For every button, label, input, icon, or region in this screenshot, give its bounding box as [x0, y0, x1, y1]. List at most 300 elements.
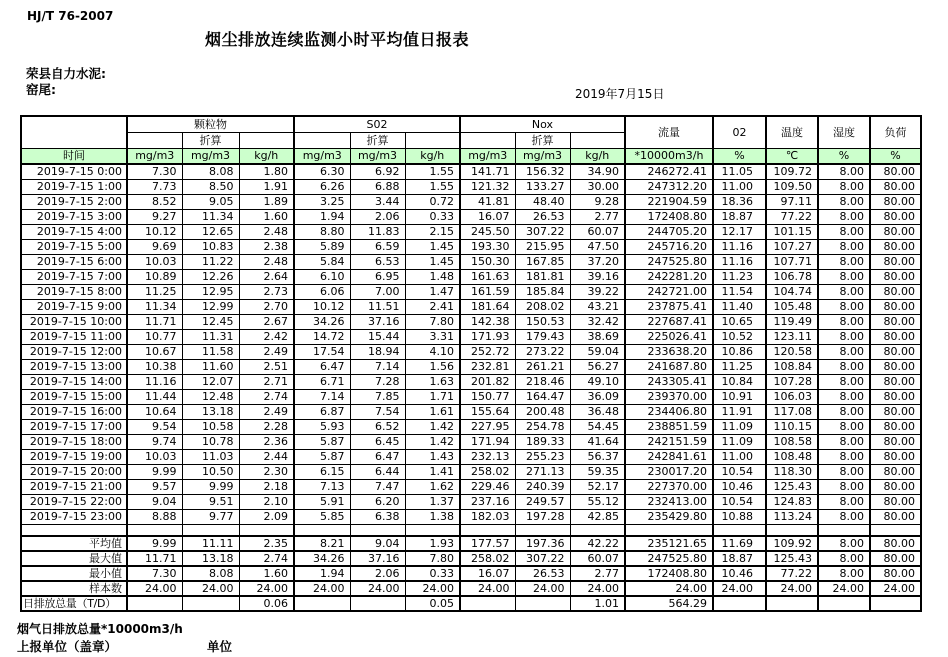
value-cell: 10.54 — [713, 494, 766, 509]
value-cell: 16.07 — [460, 209, 515, 224]
value-cell: 1.55 — [405, 164, 460, 179]
value-cell: 7.80 — [405, 551, 460, 566]
value-cell: 238851.59 — [625, 419, 713, 434]
time-cell: 2019-7-15 23:00 — [21, 509, 127, 524]
value-cell: 193.30 — [460, 239, 515, 254]
value-cell: 10.52 — [713, 329, 766, 344]
value-cell: 55.12 — [570, 494, 625, 509]
value-cell: 307.22 — [515, 224, 570, 239]
value-cell: 10.84 — [713, 374, 766, 389]
value-cell: 41.81 — [460, 194, 515, 209]
value-cell: 242151.59 — [625, 434, 713, 449]
time-cell: 2019-7-15 10:00 — [21, 314, 127, 329]
value-cell: 24.00 — [870, 581, 921, 596]
value-cell: 1.56 — [405, 359, 460, 374]
value-cell: 11.16 — [713, 254, 766, 269]
value-cell: 261.21 — [515, 359, 570, 374]
value-cell — [182, 596, 239, 611]
value-cell: 2.64 — [239, 269, 294, 284]
table-row — [21, 434, 921, 449]
value-cell: 42.85 — [570, 509, 625, 524]
table-row — [21, 494, 921, 509]
value-cell: 2.35 — [239, 536, 294, 551]
value-cell: 11.34 — [127, 299, 182, 314]
value-cell: 242281.20 — [625, 269, 713, 284]
value-cell: 11.00 — [713, 179, 766, 194]
unit-cell: kg/h — [570, 148, 625, 164]
value-cell: 1.47 — [405, 284, 460, 299]
time-cell: 2019-7-15 13:00 — [21, 359, 127, 374]
table-row — [21, 284, 921, 299]
group-particulate-header: 颗粒物 — [127, 116, 294, 132]
value-cell: 235121.65 — [625, 536, 713, 551]
value-cell: 11.00 — [713, 449, 766, 464]
time-cell: 2019-7-15 6:00 — [21, 254, 127, 269]
group-so2-header: S02 — [294, 116, 460, 132]
value-cell: 11.23 — [713, 269, 766, 284]
value-cell: 8.00 — [818, 566, 870, 581]
value-cell: 240.39 — [515, 479, 570, 494]
value-cell: 1.60 — [239, 566, 294, 581]
value-cell — [405, 524, 460, 536]
time-cell: 2019-7-15 20:00 — [21, 464, 127, 479]
value-cell: 6.45 — [350, 434, 405, 449]
reporting-unit-stamp-label: 上报单位（盖章） — [17, 639, 118, 654]
value-cell: 97.11 — [766, 194, 818, 209]
value-cell: 7.13 — [294, 479, 350, 494]
value-cell: 2.74 — [239, 389, 294, 404]
table-row — [21, 389, 921, 404]
empty-subheader — [294, 132, 350, 148]
value-cell: 141.71 — [460, 164, 515, 179]
value-cell: 119.49 — [766, 314, 818, 329]
value-cell: 6.26 — [294, 179, 350, 194]
value-cell: 6.10 — [294, 269, 350, 284]
value-cell: 39.22 — [570, 284, 625, 299]
report-date: 2019年7月15日 — [575, 87, 665, 101]
value-cell: 125.43 — [766, 479, 818, 494]
value-cell: 8.00 — [818, 536, 870, 551]
table-row — [21, 374, 921, 389]
time-cell — [21, 524, 127, 536]
value-cell: 24.00 — [570, 581, 625, 596]
value-cell: 2.41 — [405, 299, 460, 314]
value-cell: 10.03 — [127, 254, 182, 269]
value-cell: 172408.80 — [625, 209, 713, 224]
table-row — [21, 269, 921, 284]
summary-row — [21, 536, 921, 551]
value-cell: 11.22 — [182, 254, 239, 269]
table-row — [21, 449, 921, 464]
value-cell: 80.00 — [870, 389, 921, 404]
page-title: 烟尘排放连续监测小时平均值日报表 — [205, 30, 470, 49]
value-cell: 117.08 — [766, 404, 818, 419]
value-cell: 2.09 — [239, 509, 294, 524]
value-cell: 8.52 — [127, 194, 182, 209]
value-cell: 235429.80 — [625, 509, 713, 524]
value-cell: 118.30 — [766, 464, 818, 479]
value-cell: 110.15 — [766, 419, 818, 434]
value-cell: 10.12 — [127, 224, 182, 239]
unit-cell: mg/m3 — [127, 148, 182, 164]
value-cell: 10.58 — [182, 419, 239, 434]
standard-code: HJ/T 76-2007 — [27, 9, 114, 23]
value-cell: 2.77 — [570, 209, 625, 224]
value-cell: 5.85 — [294, 509, 350, 524]
value-cell: 10.46 — [713, 566, 766, 581]
value-cell: 109.72 — [766, 164, 818, 179]
value-cell: 227.95 — [460, 419, 515, 434]
value-cell: 2.73 — [239, 284, 294, 299]
value-cell: 8.00 — [818, 419, 870, 434]
value-cell: 8.00 — [818, 179, 870, 194]
value-cell: 239370.00 — [625, 389, 713, 404]
value-cell: 8.00 — [818, 284, 870, 299]
value-cell: 60.07 — [570, 224, 625, 239]
value-cell: 1.38 — [405, 509, 460, 524]
unit-cell: kg/h — [405, 148, 460, 164]
value-cell: 8.00 — [818, 359, 870, 374]
value-cell: 2.15 — [405, 224, 460, 239]
value-cell: 258.02 — [460, 464, 515, 479]
value-cell: 109.92 — [766, 536, 818, 551]
summary-row — [21, 581, 921, 596]
value-cell: 218.46 — [515, 374, 570, 389]
value-cell: 107.28 — [766, 374, 818, 389]
value-cell: 11.40 — [713, 299, 766, 314]
table-row — [21, 239, 921, 254]
value-cell: 24.00 — [182, 581, 239, 596]
table-row — [21, 464, 921, 479]
value-cell: 0.33 — [405, 209, 460, 224]
value-cell: 10.89 — [127, 269, 182, 284]
table-row — [21, 299, 921, 314]
time-cell: 2019-7-15 15:00 — [21, 389, 127, 404]
value-cell: 1.94 — [294, 566, 350, 581]
value-cell: 77.22 — [766, 566, 818, 581]
value-cell: 2.36 — [239, 434, 294, 449]
time-cell: 日排放总量（T/D） — [21, 596, 127, 611]
unit-cell: ℃ — [766, 148, 818, 164]
value-cell: 7.14 — [294, 389, 350, 404]
value-cell: 142.38 — [460, 314, 515, 329]
value-cell — [350, 524, 405, 536]
unit-cell: mg/m3 — [182, 148, 239, 164]
value-cell: 32.42 — [570, 314, 625, 329]
value-cell: 60.07 — [570, 551, 625, 566]
value-cell: 106.78 — [766, 269, 818, 284]
value-cell: 232.81 — [460, 359, 515, 374]
flow-header: 流量 — [625, 116, 713, 148]
value-cell: 8.50 — [182, 179, 239, 194]
value-cell: 7.14 — [350, 359, 405, 374]
time-cell: 2019-7-15 3:00 — [21, 209, 127, 224]
value-cell: 9.28 — [570, 194, 625, 209]
value-cell: 7.80 — [405, 314, 460, 329]
value-cell: 18.87 — [713, 209, 766, 224]
value-cell: 9.77 — [182, 509, 239, 524]
value-cell: 232413.00 — [625, 494, 713, 509]
time-cell: 2019-7-15 16:00 — [21, 404, 127, 419]
value-cell: 80.00 — [870, 179, 921, 194]
value-cell: 11.11 — [182, 536, 239, 551]
time-cell: 2019-7-15 18:00 — [21, 434, 127, 449]
value-cell: 9.57 — [127, 479, 182, 494]
value-cell: 24.00 — [766, 581, 818, 596]
value-cell: 11.31 — [182, 329, 239, 344]
value-cell: 37.20 — [570, 254, 625, 269]
value-cell: 8.08 — [182, 566, 239, 581]
value-cell — [515, 524, 570, 536]
converted-subheader: 折算 — [515, 132, 570, 148]
value-cell: 56.37 — [570, 449, 625, 464]
value-cell: 2.06 — [350, 209, 405, 224]
unit-cell: kg/h — [239, 148, 294, 164]
value-cell: 5.91 — [294, 494, 350, 509]
value-cell: 1.71 — [405, 389, 460, 404]
value-cell: 10.78 — [182, 434, 239, 449]
monitor-location: 窑尾: — [26, 82, 56, 97]
empty-subheader — [127, 132, 182, 148]
value-cell: 47.50 — [570, 239, 625, 254]
value-cell: 5.87 — [294, 434, 350, 449]
value-cell: 24.00 — [818, 581, 870, 596]
value-cell: 105.48 — [766, 299, 818, 314]
value-cell: 6.88 — [350, 179, 405, 194]
value-cell: 80.00 — [870, 359, 921, 374]
value-cell: 6.71 — [294, 374, 350, 389]
value-cell: 107.71 — [766, 254, 818, 269]
value-cell: 1.45 — [405, 239, 460, 254]
value-cell: 80.00 — [870, 329, 921, 344]
value-cell: 18.87 — [713, 551, 766, 566]
value-cell: 42.22 — [570, 536, 625, 551]
value-cell: 5.87 — [294, 449, 350, 464]
value-cell: 80.00 — [870, 299, 921, 314]
value-cell: 80.00 — [870, 239, 921, 254]
value-cell: 80.00 — [870, 419, 921, 434]
value-cell — [818, 524, 870, 536]
value-cell: 271.13 — [515, 464, 570, 479]
unit-cell: mg/m3 — [350, 148, 405, 164]
value-cell: 10.88 — [713, 509, 766, 524]
time-cell: 2019-7-15 17:00 — [21, 419, 127, 434]
value-cell: 234406.80 — [625, 404, 713, 419]
value-cell: 156.32 — [515, 164, 570, 179]
table-row — [21, 224, 921, 239]
value-cell: 109.50 — [766, 179, 818, 194]
value-cell: 12.99 — [182, 299, 239, 314]
value-cell: 9.04 — [350, 536, 405, 551]
table-row — [21, 209, 921, 224]
value-cell: 15.44 — [350, 329, 405, 344]
value-cell: 229.46 — [460, 479, 515, 494]
corner-cell — [21, 116, 127, 148]
value-cell: 9.99 — [182, 479, 239, 494]
value-cell: 7.54 — [350, 404, 405, 419]
unit-cell: % — [870, 148, 921, 164]
time-cell: 平均值 — [21, 536, 127, 551]
unit-cell: mg/m3 — [515, 148, 570, 164]
value-cell — [713, 524, 766, 536]
value-cell: 80.00 — [870, 194, 921, 209]
value-cell: 1.55 — [405, 179, 460, 194]
value-cell: 252.72 — [460, 344, 515, 359]
time-cell: 2019-7-15 4:00 — [21, 224, 127, 239]
value-cell: 8.00 — [818, 344, 870, 359]
value-cell: 2.77 — [570, 566, 625, 581]
value-cell — [460, 596, 515, 611]
value-cell: 10.86 — [713, 344, 766, 359]
value-cell: 230017.20 — [625, 464, 713, 479]
summary-rows — [21, 524, 921, 611]
empty-subheader — [405, 132, 460, 148]
value-cell: 10.12 — [294, 299, 350, 314]
value-cell: 6.52 — [350, 419, 405, 434]
time-cell: 2019-7-15 21:00 — [21, 479, 127, 494]
value-cell: 80.00 — [870, 509, 921, 524]
value-cell: 8.00 — [818, 254, 870, 269]
value-cell: 233638.20 — [625, 344, 713, 359]
value-cell: 1.60 — [239, 209, 294, 224]
value-cell: 10.83 — [182, 239, 239, 254]
value-cell: 80.00 — [870, 164, 921, 179]
value-cell: 7.30 — [127, 566, 182, 581]
value-cell: 245.50 — [460, 224, 515, 239]
value-cell: 8.80 — [294, 224, 350, 239]
value-cell: 189.33 — [515, 434, 570, 449]
value-cell: 2.74 — [239, 551, 294, 566]
value-cell: 14.72 — [294, 329, 350, 344]
value-cell: 16.07 — [460, 566, 515, 581]
value-cell: 80.00 — [870, 449, 921, 464]
value-cell: 104.74 — [766, 284, 818, 299]
value-cell: 155.64 — [460, 404, 515, 419]
value-cell: 243305.41 — [625, 374, 713, 389]
value-cell: 177.57 — [460, 536, 515, 551]
value-cell: 2.48 — [239, 224, 294, 239]
value-cell: 1.43 — [405, 449, 460, 464]
value-cell: 2.10 — [239, 494, 294, 509]
value-cell: 10.50 — [182, 464, 239, 479]
value-cell: 101.15 — [766, 224, 818, 239]
value-cell: 3.44 — [350, 194, 405, 209]
value-cell: 59.04 — [570, 344, 625, 359]
header-row-units — [21, 148, 921, 164]
value-cell: 8.00 — [818, 329, 870, 344]
value-cell: 2.71 — [239, 374, 294, 389]
value-cell: 201.82 — [460, 374, 515, 389]
value-cell: 24.00 — [405, 581, 460, 596]
table-row — [21, 404, 921, 419]
time-cell: 最大值 — [21, 551, 127, 566]
value-cell: 2.18 — [239, 479, 294, 494]
value-cell: 246272.41 — [625, 164, 713, 179]
value-cell: 56.27 — [570, 359, 625, 374]
value-cell: 2.06 — [350, 566, 405, 581]
value-cell: 6.47 — [350, 449, 405, 464]
value-cell: 9.04 — [127, 494, 182, 509]
value-cell: 150.53 — [515, 314, 570, 329]
value-cell: 208.02 — [515, 299, 570, 314]
value-cell: 24.00 — [625, 581, 713, 596]
value-cell: 0.33 — [405, 566, 460, 581]
value-cell: 1.80 — [239, 164, 294, 179]
unit-cell: mg/m3 — [294, 148, 350, 164]
value-cell: 10.03 — [127, 449, 182, 464]
value-cell: 24.00 — [713, 581, 766, 596]
value-cell: 108.58 — [766, 434, 818, 449]
value-cell: 7.30 — [127, 164, 182, 179]
table-row — [21, 314, 921, 329]
value-cell: 242721.00 — [625, 284, 713, 299]
value-cell: 179.43 — [515, 329, 570, 344]
value-cell: 150.77 — [460, 389, 515, 404]
value-cell: 1.42 — [405, 419, 460, 434]
time-cell: 2019-7-15 7:00 — [21, 269, 127, 284]
value-cell: 2.48 — [239, 254, 294, 269]
time-cell: 2019-7-15 12:00 — [21, 344, 127, 359]
value-cell: 181.64 — [460, 299, 515, 314]
value-cell: 52.17 — [570, 479, 625, 494]
value-cell: 10.65 — [713, 314, 766, 329]
time-cell: 2019-7-15 2:00 — [21, 194, 127, 209]
value-cell: 8.00 — [818, 239, 870, 254]
table-row — [21, 344, 921, 359]
value-cell: 2.38 — [239, 239, 294, 254]
value-cell: 80.00 — [870, 344, 921, 359]
table-row — [21, 194, 921, 209]
value-cell: 11.16 — [127, 374, 182, 389]
value-cell: 8.00 — [818, 299, 870, 314]
report-table-wrapper — [20, 115, 922, 612]
value-cell: 185.84 — [515, 284, 570, 299]
value-cell: 125.43 — [766, 551, 818, 566]
value-cell: 123.11 — [766, 329, 818, 344]
value-cell: 1.42 — [405, 434, 460, 449]
value-cell: 11.25 — [127, 284, 182, 299]
value-cell: 9.51 — [182, 494, 239, 509]
value-cell: 80.00 — [870, 404, 921, 419]
unit-cell: mg/m3 — [460, 148, 515, 164]
value-cell — [870, 596, 921, 611]
value-cell: 12.95 — [182, 284, 239, 299]
value-cell: 8.00 — [818, 509, 870, 524]
empty-subheader — [239, 132, 294, 148]
value-cell: 133.27 — [515, 179, 570, 194]
value-cell: 80.00 — [870, 494, 921, 509]
value-cell: 0.72 — [405, 194, 460, 209]
value-cell: 11.25 — [713, 359, 766, 374]
value-cell: 59.35 — [570, 464, 625, 479]
value-cell: 8.00 — [818, 224, 870, 239]
value-cell: 5.84 — [294, 254, 350, 269]
value-cell: 564.29 — [625, 596, 713, 611]
table-row — [21, 359, 921, 374]
value-cell: 11.51 — [350, 299, 405, 314]
value-cell: 7.73 — [127, 179, 182, 194]
time-cell: 2019-7-15 11:00 — [21, 329, 127, 344]
table-row — [21, 509, 921, 524]
value-cell: 30.00 — [570, 179, 625, 194]
value-cell: 5.89 — [294, 239, 350, 254]
value-cell: 6.44 — [350, 464, 405, 479]
value-cell: 232.13 — [460, 449, 515, 464]
value-cell: 54.45 — [570, 419, 625, 434]
value-cell: 307.22 — [515, 551, 570, 566]
report-table — [20, 115, 922, 612]
value-cell: 80.00 — [870, 269, 921, 284]
